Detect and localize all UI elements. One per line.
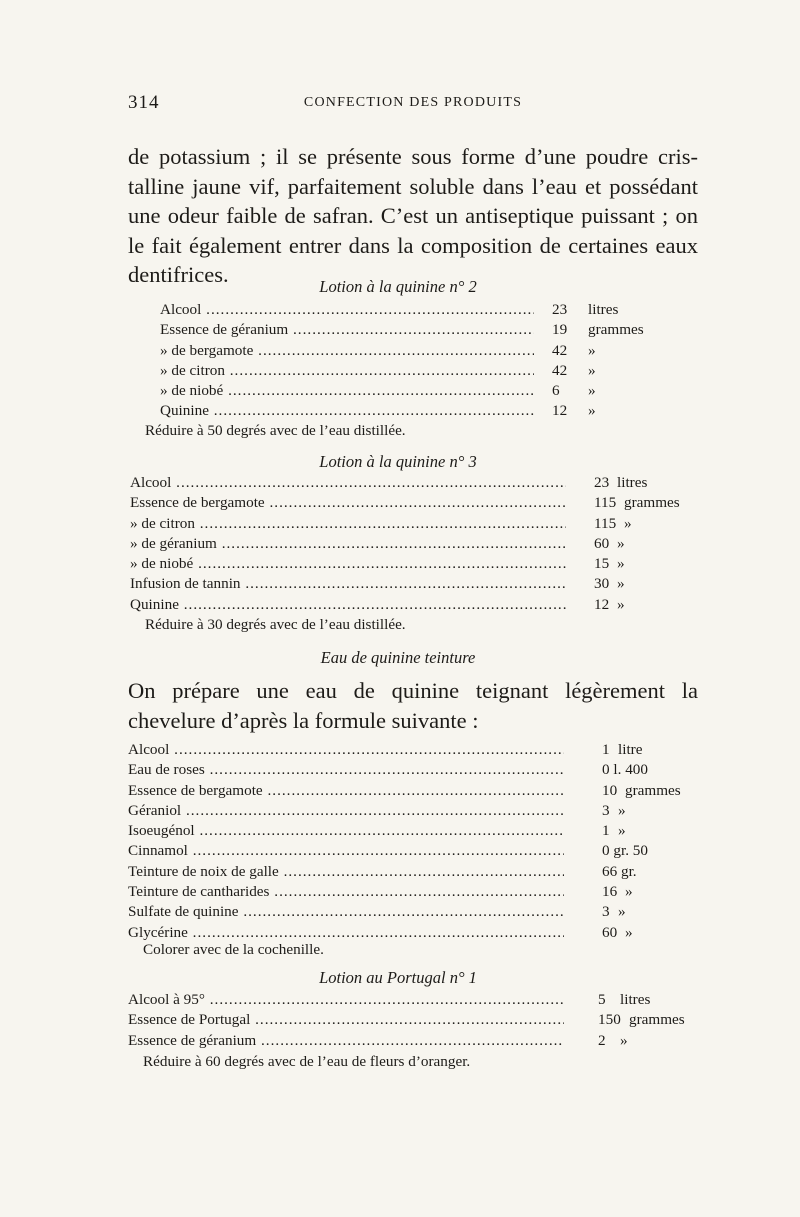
ingredient-row: [128, 1010, 698, 1030]
paragraph-line: chevelure d’après la formule suivante :: [128, 707, 479, 733]
ingredient-unit: »: [618, 903, 626, 921]
ingredient-name: Infusion de tannin .....: [130, 574, 566, 594]
ingredient-name: Teinture de cantharides .....: [128, 882, 564, 902]
ingredient-quantity: 115: [594, 494, 617, 512]
ingredient-row: [160, 300, 680, 320]
ingredient-quantity: 19: [552, 321, 568, 339]
ingredient-name: Quinine .....: [160, 401, 534, 421]
ingredient-name: Quinine .....: [130, 595, 566, 615]
ingredient-row: [128, 1031, 698, 1051]
ingredient-row: [128, 862, 698, 882]
ingredient-quantity: 66 gr.: [602, 862, 637, 880]
ingredient-name: Géraniol .....: [128, 801, 564, 821]
recipe-note: Réduire à 60 degrés avec de l’eau de fleurs d’oranger.: [143, 1053, 471, 1070]
recipe-list: [130, 473, 690, 615]
ingredient-quantity: 10: [602, 781, 618, 799]
ingredient-unit: litres: [620, 991, 651, 1008]
recipe-note: Réduire à 30 degrés avec de l’eau distillée.: [145, 616, 406, 633]
ingredient-unit: grammes: [624, 494, 680, 512]
ingredient-name: Essence de géranium .....: [160, 320, 534, 340]
ingredient-quantity: 23: [552, 301, 568, 318]
ingredient-name: » de géranium .....: [130, 534, 566, 554]
ingredient-unit: »: [617, 595, 625, 613]
ingredient-name: Essence de géranium .....: [128, 1031, 564, 1051]
ingredient-quantity: 42: [552, 361, 568, 379]
section-title: Eau de quinine teinture: [320, 648, 476, 667]
ingredient-row: [160, 341, 680, 361]
ingredient-unit: grammes: [625, 781, 681, 799]
ingredient-quantity: 6: [552, 382, 560, 400]
ingredient-row: [128, 882, 698, 902]
recipe-note: Réduire à 50 degrés avec de l’eau distillée.: [145, 422, 406, 439]
ingredient-unit: »: [617, 555, 625, 573]
ingredient-name: Essence de Portugal .....: [128, 1010, 564, 1030]
ingredient-unit: »: [588, 361, 596, 379]
ingredient-unit: »: [625, 923, 633, 941]
ingredient-name: Alcool .....: [160, 300, 534, 320]
ingredient-row: [160, 320, 680, 340]
running-header: [128, 92, 698, 118]
ingredient-unit: »: [617, 575, 625, 593]
ingredient-row: [160, 361, 680, 381]
ingredient-name: » de bergamote .....: [160, 341, 534, 361]
ingredient-quantity: 2: [598, 1031, 606, 1049]
paragraph-line: On prépare une eau de quinine teignant légèrement la: [128, 678, 698, 703]
ingredient-name: Teinture de noix de galle .....: [128, 862, 564, 882]
ingredient-unit: »: [588, 382, 596, 400]
ingredient-name: Alcool .....: [130, 473, 566, 493]
paragraph-line: le fait également entrer dans la composition de certaines eaux: [128, 232, 698, 258]
ingredient-unit: grammes: [588, 321, 644, 339]
recipe-title: Lotion à la quinine n° 3: [319, 452, 477, 471]
ingredient-row: [130, 514, 690, 534]
ingredient-quantity: 15: [594, 555, 610, 573]
ingredient-quantity: 115: [594, 514, 617, 532]
ingredient-row: [128, 923, 698, 943]
paragraph-line: dentifrices.: [128, 262, 229, 287]
paragraph-line: talline jaune vif, parfaitement soluble dans l’eau et possédant: [128, 173, 698, 199]
running-title: CONFECTION DES PRODUITS: [303, 95, 523, 110]
ingredient-quantity: 0 l. 400: [602, 761, 648, 779]
ingredient-unit: grammes: [629, 1011, 685, 1029]
recipe-list: [128, 990, 698, 1051]
ingredient-unit: »: [617, 534, 625, 552]
ingredient-name: » de niobé .....: [130, 554, 566, 574]
ingredient-row: [128, 902, 698, 922]
ingredient-row: [128, 801, 698, 821]
ingredient-row: [160, 401, 680, 421]
paragraph-line: une odeur faible de safran. C’est un antiseptique puissant ; on: [128, 203, 698, 228]
ingredient-row: [128, 841, 698, 861]
ingredient-row: [128, 760, 698, 780]
ingredient-name: Alcool à 95° .....: [128, 990, 564, 1010]
ingredient-row: [128, 821, 698, 841]
ingredient-quantity: 16: [602, 883, 618, 901]
ingredient-row: [128, 740, 698, 760]
ingredient-unit: »: [618, 801, 626, 819]
ingredient-name: » de niobé .....: [160, 381, 534, 401]
recipe-title: Lotion à la quinine n° 2: [319, 277, 477, 296]
ingredient-unit: »: [618, 822, 626, 840]
ingredient-unit: litre: [618, 741, 643, 758]
ingredient-row: [128, 990, 698, 1010]
recipe-title: Lotion au Portugal n° 1: [319, 968, 477, 987]
ingredient-quantity: 60: [602, 923, 618, 941]
recipe-list: [160, 300, 680, 422]
ingredient-name: Eau de roses .....: [128, 760, 564, 780]
intro-paragraph: [128, 142, 698, 290]
ingredient-quantity: 5: [598, 991, 606, 1008]
ingredient-quantity: 30: [594, 575, 610, 593]
ingredient-quantity: 3: [602, 801, 610, 819]
ingredient-quantity: 60: [594, 534, 610, 552]
ingredient-name: » de citron .....: [160, 361, 534, 381]
ingredient-name: Cinnamol .....: [128, 841, 564, 861]
ingredient-unit: litres: [617, 474, 648, 491]
ingredient-name: Essence de bergamote .....: [128, 781, 564, 801]
ingredient-quantity: 42: [552, 341, 568, 359]
paragraph-line: de potassium ; il se présente sous forme d’une poudre cris-: [128, 144, 698, 169]
ingredient-name: » de citron .....: [130, 514, 566, 534]
ingredient-row: [130, 595, 690, 615]
ingredient-name: Alcool .....: [128, 740, 564, 760]
ingredient-unit: litres: [588, 301, 619, 318]
ingredient-quantity: 0 gr. 50: [602, 842, 648, 860]
ingredient-unit: »: [588, 402, 596, 420]
ingredient-row: [130, 493, 690, 513]
ingredient-unit: »: [620, 1031, 628, 1049]
ingredient-row: [130, 473, 690, 493]
ingredient-quantity: 12: [552, 402, 568, 420]
ingredient-row: [130, 574, 690, 594]
ingredient-unit: »: [625, 883, 633, 901]
ingredient-name: Sulfate de quinine .....: [128, 902, 564, 922]
recipe-list: [128, 740, 698, 943]
ingredient-quantity: 1: [602, 822, 610, 840]
ingredient-name: Glycérine .....: [128, 923, 564, 943]
ingredient-name: Essence de bergamote .....: [130, 493, 566, 513]
ingredient-quantity: 3: [602, 903, 610, 921]
ingredient-unit: »: [588, 341, 596, 359]
ingredient-name: Isoeugénol .....: [128, 821, 564, 841]
ingredient-quantity: 150: [598, 1011, 621, 1029]
ingredient-row: [128, 781, 698, 801]
ingredient-row: [130, 554, 690, 574]
ingredient-quantity: 1: [602, 741, 610, 758]
page-number: 314: [128, 92, 160, 113]
ingredient-row: [130, 534, 690, 554]
ingredient-quantity: 23: [594, 474, 610, 491]
ingredient-unit: »: [624, 514, 632, 532]
ingredient-row: [160, 381, 680, 401]
section-paragraph: [128, 676, 698, 735]
recipe-note: Colorer avec de la cochenille.: [143, 941, 324, 958]
ingredient-quantity: 12: [594, 595, 610, 613]
